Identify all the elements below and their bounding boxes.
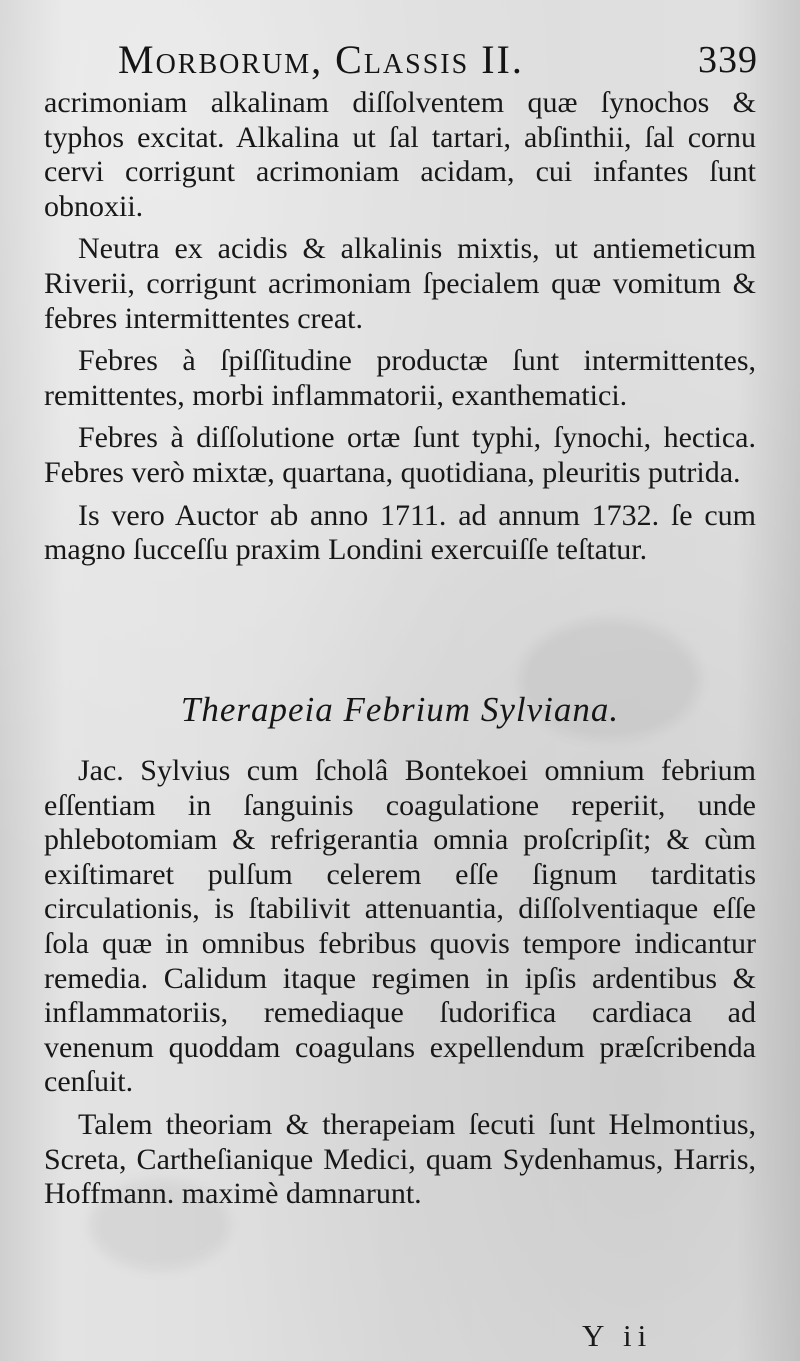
- paragraph: Febres à ſpiſſitudine productæ ſunt intermittentes, remittentes, morbi inflammatorii, exanthematici.: [44, 344, 756, 412]
- body-text-bottom: [44, 754, 756, 1220]
- running-head-title: Morborum, Classis II.: [118, 37, 524, 82]
- paragraph: Neutra ex acidis & alkalinis mixtis, ut antiemeticum Riverii, corrigunt acrimoniam ſpecialem quæ vomitum & febres intermittentes creat.: [44, 232, 756, 335]
- body-text-top: [44, 86, 756, 576]
- paragraph: Is vero Auctor ab anno 1711. ad annum 1732. ſe cum magno ſucceſſu praxim Londini exercuiſſe teſtatur.: [44, 498, 756, 567]
- paragraph-continued: acrimoniam alkalinam diſſolventem quæ ſynochos & typhos excitat. Alkalina ut ſal tartari, abſinthii, ſal cornu cervi corrigunt acrimoniam acidam, cui infantes ſunt obnoxii.: [44, 86, 756, 223]
- paragraph: Talem theoriam & therapeiam ſecuti ſunt Helmontius, Screta, Cartheſianique Medici, quam Sydenhamus, Harris, Hoffmann. maximè damnarunt.: [44, 1107, 756, 1211]
- page-number: 339: [698, 39, 758, 81]
- section-heading: Therapeia Febrium Sylviana.: [180, 690, 620, 729]
- signature-mark: Y ii: [582, 1318, 653, 1353]
- paragraph: Jac. Sylvius cum ſcholâ Bontekoei omnium febrium eſſentiam in ſanguinis coagulatione reperiit, unde phlebotomiam & refrigerantia omnia proſcripſit; & cùm exiſtimaret pulſum celerem eſſe ſignum tarditatis circulationis, is ſtabilivit attenuantia, diſſolventiaque eſſe ſola quæ in omnibus febribus quovis tempore indicantur remedia. Calidum itaque regimen in ipſis ardentibus & inflammatoriis, remediaque ſudorifica cardiaca ad venenum quoddam coagulans expellendum præſcribenda cenſuit.: [44, 754, 756, 1099]
- paragraph: Febres à diſſolutione ortæ ſunt typhi, ſynochi, hectica. Febres verò mixtæ, quartana, quotidiana, pleuritis putrida.: [44, 421, 756, 489]
